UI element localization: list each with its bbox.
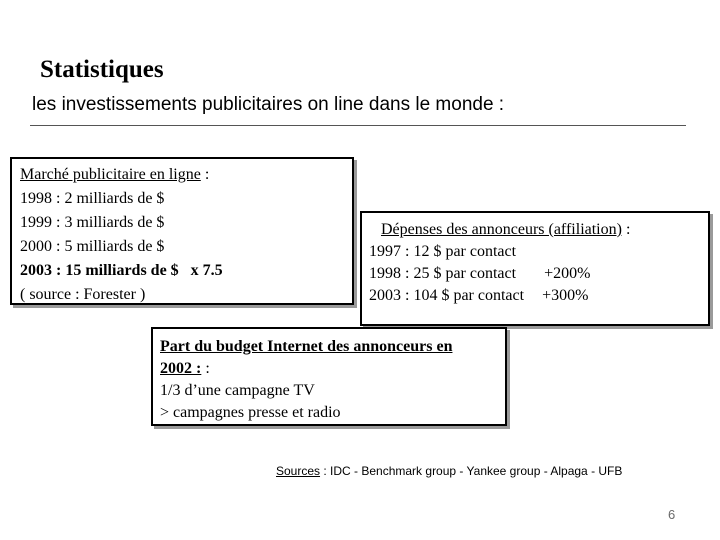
sources-text: : IDC - Benchmark group - Yankee group - Alpaga - UFB: [320, 464, 623, 478]
spending-1998-pct: +200%: [544, 265, 591, 282]
sources-label: Sources: [276, 464, 321, 478]
online-ad-market-heading-suffix: :: [200, 166, 210, 183]
advertiser-spending-heading-suffix: :: [621, 221, 631, 238]
market-source: ( source : Forester ): [20, 286, 146, 303]
online-ad-market-heading-line: [20, 163, 352, 187]
market-2003-line: [20, 259, 352, 283]
title-divider: [30, 125, 686, 126]
advertiser-spending-heading-line: [369, 219, 708, 241]
spending-2003: 2003 : 104 $ par contact: [369, 287, 525, 304]
budget-share-heading-line1: Part du budget Internet des annonceurs en: [160, 338, 453, 355]
advertiser-spending-heading: Dépenses des annonceurs (affiliation): [381, 221, 622, 238]
spending-row-2003: [369, 285, 708, 307]
online-ad-market-heading: Marché publicitaire en ligne: [20, 166, 201, 183]
budget-share-heading-line2: [160, 358, 505, 380]
spending-row-1997: [369, 241, 708, 263]
spending-row-1998: [369, 263, 708, 285]
budget-share-heading-year: 2002 :: [160, 360, 202, 377]
market-1999: 1999 : 3 milliards de $: [20, 214, 165, 231]
market-multiplier: x 7.5: [190, 262, 223, 279]
market-2000: 2000 : 5 milliards de $: [20, 238, 165, 255]
page-number: 6: [668, 507, 676, 522]
market-1998: 1998 : 2 milliards de $: [20, 190, 165, 207]
budget-share-tv: 1/3 d’une campagne TV: [160, 382, 315, 399]
budget-share-heading-suffix: :: [201, 360, 210, 377]
sources-footnote: [276, 464, 622, 478]
spending-1998: 1998 : 25 $ par contact: [369, 265, 517, 282]
market-2003: 2003 : 15 milliards de $: [20, 262, 179, 279]
internet-budget-share-box: [151, 327, 507, 426]
advertiser-spending-box: [360, 211, 710, 326]
online-ad-market-box: [10, 157, 354, 305]
slide-subtitle: les investissements publicitaires on line dans le monde :: [32, 94, 505, 115]
budget-share-press-radio: > campagnes presse et radio: [160, 404, 341, 421]
spending-2003-pct: +300%: [542, 287, 589, 304]
spending-1997: 1997 : 12 $ par contact: [369, 243, 517, 260]
slide-title: Statistiques: [40, 56, 164, 83]
